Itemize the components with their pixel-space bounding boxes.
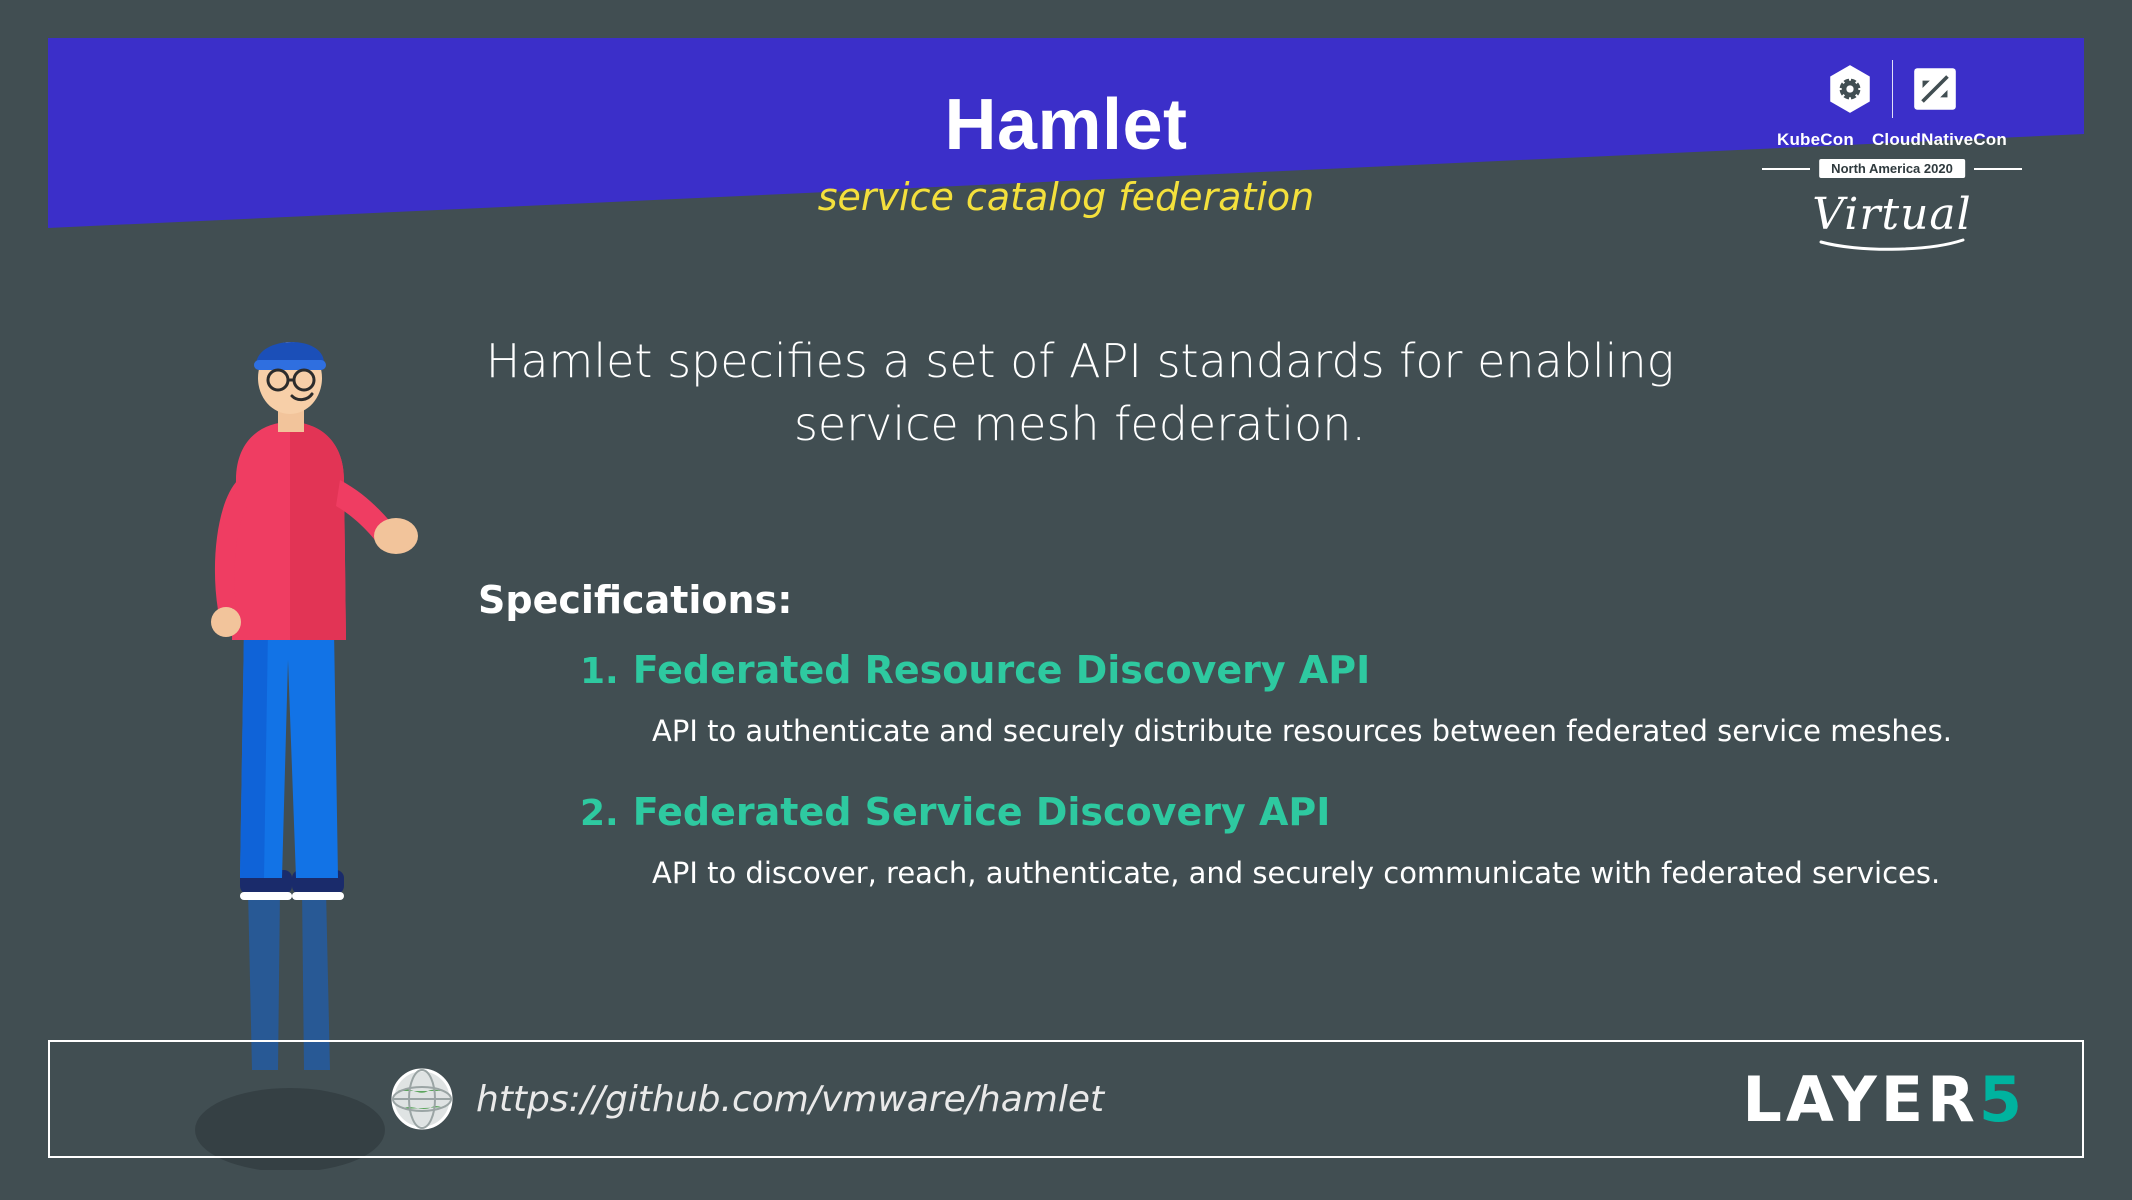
page-title: Hamlet xyxy=(944,85,1188,165)
globe-icon xyxy=(390,1067,454,1131)
spec-description: API to discover, reach, authenticate, and securely communicate with federated services. xyxy=(652,856,1941,890)
footer-bar xyxy=(48,1040,2084,1158)
cloudnative-box-icon xyxy=(1909,63,1961,115)
spec-name: Federated Resource Discovery API xyxy=(632,648,1371,692)
spec-description: API to authenticate and securely distribute resources between federated service meshes. xyxy=(652,714,1952,748)
kubecon-logo xyxy=(1762,50,2022,240)
layer5-wordmark: LAYER xyxy=(1742,1062,1979,1136)
specifications-heading: Specifications: xyxy=(478,578,793,622)
spec-title-row xyxy=(580,648,2060,692)
lede-text: Hamlet specifies a set of API standards for enabling service mesh federation. xyxy=(485,334,1675,452)
kubecon-region-bar xyxy=(1762,159,2022,177)
footer-url[interactable]: https://github.com/vmware/hamlet xyxy=(476,1078,1105,1120)
kubecon-region: North America 2020 xyxy=(1819,159,1965,178)
kubecon-name-left: KubeCon xyxy=(1777,130,1854,149)
layer5-five: 5 xyxy=(1978,1062,2026,1136)
list-item xyxy=(580,790,2060,890)
specifications-list xyxy=(580,648,2060,932)
spec-name: Federated Service Discovery API xyxy=(632,790,1331,834)
page-subtitle: service catalog federation xyxy=(817,175,1315,220)
kubecon-marks-row xyxy=(1762,50,2022,128)
kubecon-name-right: CloudNativeCon xyxy=(1871,130,2007,149)
logo-divider xyxy=(1892,60,1893,118)
spec-title-row xyxy=(580,790,2060,834)
spec-number: 2. xyxy=(580,793,619,834)
spec-number: 1. xyxy=(580,651,619,692)
list-item xyxy=(580,648,2060,748)
kubecon-virtual-label: Virtual xyxy=(1812,189,1972,240)
layer5-logo xyxy=(1742,1063,2026,1136)
kubecon-names xyxy=(1762,130,2022,150)
kubernetes-helm-icon xyxy=(1824,63,1876,115)
